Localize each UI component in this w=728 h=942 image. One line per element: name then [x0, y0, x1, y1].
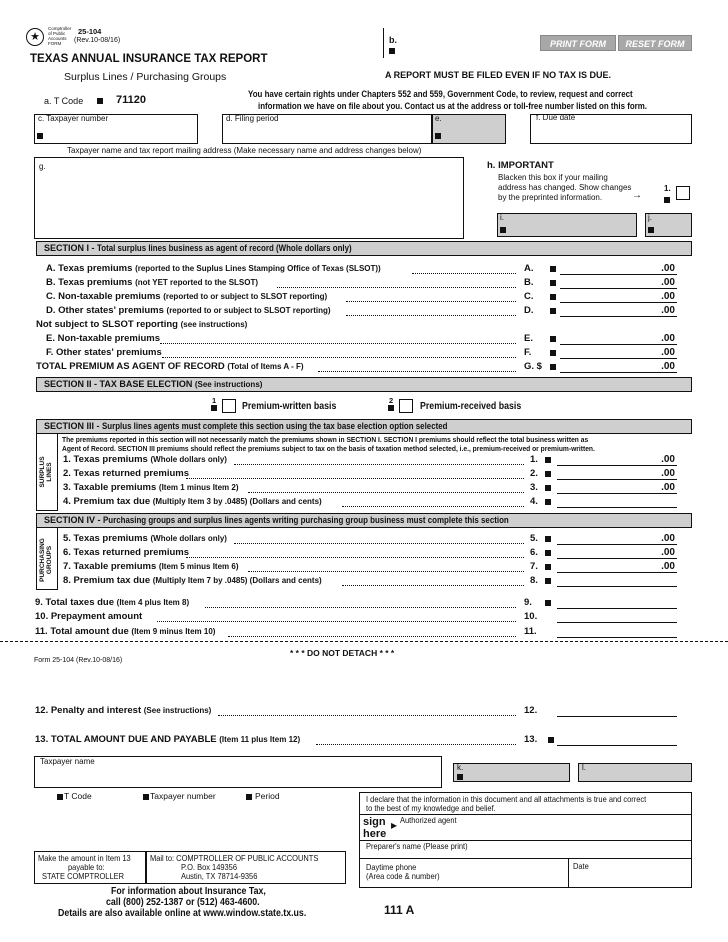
total-premium-label [36, 361, 304, 372]
rights-line-2: information we have on file about you. Contact us at the address or toll-free number listed on this form. [258, 101, 648, 111]
info-line-2: call (800) 252-1387 or (512) 463-4600. [106, 897, 260, 908]
j-field [645, 213, 692, 237]
total-due-payable-number: 13. [524, 734, 538, 745]
section-1-row-1-text: B. Texas premiums [46, 277, 133, 288]
opt1-marker [211, 405, 217, 411]
taxpayer-name-label: Taxpayer name [40, 757, 95, 766]
section-3-row-1-marker [545, 471, 551, 477]
section-3-header [36, 419, 692, 434]
taxpayer-name-field[interactable] [34, 756, 442, 788]
form-id: 111 A [384, 903, 415, 917]
authorized-agent-label: Authorized agent [400, 815, 457, 825]
section-3-row-3-note: (Multiply Item 3 by .0485) (Dollars and cents) [152, 497, 322, 506]
not-subject-heading [36, 319, 247, 330]
section-3-row-3-leader [342, 506, 524, 507]
section-1-row-1-leader [277, 287, 516, 288]
section-1-row-2-note: (reported to or subject to SLSOT reporting) [163, 292, 328, 301]
section-3-row-0-note: (Whole dollars only) [150, 455, 227, 464]
section-1-row-0-leader [412, 273, 516, 274]
info-line-1: For information about Insurance Tax, [111, 886, 266, 897]
section-1-row-0-letter: A. [524, 263, 534, 274]
purchasing-groups-side-label [39, 530, 55, 590]
section-3-title: SECTION III - [44, 421, 103, 431]
seal-text: Comptroller of Public Accounts FORM [48, 26, 72, 46]
section-1-title-rest: Total surplus lines business as agent of record (Whole dollars only) [97, 243, 352, 253]
here-label: here [363, 828, 387, 840]
e-field [432, 114, 506, 144]
reset-form-button[interactable]: RESET FORM [618, 35, 692, 51]
tcode-value: 71120 [116, 94, 146, 106]
taxpayer-number-bottom-marker [143, 794, 149, 800]
total-row-2-letter: 11. [524, 626, 537, 637]
section-3-row-2-text: 3. Taxable premiums [63, 482, 157, 493]
section-1-nonslsot-row-0-label [46, 333, 160, 344]
g-label: g. [39, 162, 46, 171]
info-line-3: Details are also available online at www.window.state.tx.us. [58, 908, 307, 919]
section-4-row-1-label [63, 547, 189, 558]
section-3-row-3-amount[interactable] [557, 496, 677, 508]
section-4-row-2-label [63, 561, 239, 572]
section-1-row-1-marker [550, 280, 556, 286]
arrow-icon: → [632, 190, 642, 201]
section-1-row-1-amount[interactable]: .00 [560, 277, 677, 289]
total-row-0-note: (Item 4 plus Item 8) [116, 598, 190, 607]
section-1-nonslsot-row-0-letter: E. [524, 333, 533, 344]
section-4-row-0-marker [545, 536, 551, 542]
surplus-text: SURPLUS [39, 456, 46, 488]
daytime-phone-label: Daytime phone [366, 862, 417, 872]
section-1-row-1-label [46, 277, 258, 288]
section-1-row-2-marker [550, 294, 556, 300]
section-4-header [36, 513, 692, 528]
section-3-title-rest: Surplus lines agents must complete this section using the tax base election option selected [102, 421, 448, 431]
make-amount-line-3: STATE COMPTROLLER [42, 871, 125, 881]
section-3-row-3-marker [545, 499, 551, 505]
form-code: 25-104 [78, 27, 102, 36]
total-due-payable-leader [316, 744, 516, 745]
section-4-row-0-leader [234, 543, 524, 544]
k-marker [457, 774, 463, 780]
box1-marker [664, 197, 670, 203]
mail-to-line: Mail to: COMPTROLLER OF PUBLIC ACCOUNTS [150, 853, 319, 863]
total-due-payable-amount[interactable] [557, 734, 677, 746]
section-4-row-3-label [63, 575, 322, 586]
penalty-note: (See instructions) [143, 706, 212, 715]
k-field [453, 763, 570, 782]
section-1-row-2-amount[interactable]: .00 [560, 291, 677, 303]
section-4-row-2-amount[interactable]: .00 [557, 561, 677, 573]
groups-text: GROUPS [46, 545, 53, 575]
mailing-caption: Taxpayer name and tax report mailing address (Make necessary name and address changes below) [67, 146, 422, 155]
section-1-nonslsot-row-1-leader [162, 357, 516, 358]
sign-label: sign [363, 816, 386, 828]
section-4-row-1-amount[interactable]: .00 [557, 547, 677, 559]
section-1-nonslsot-row-1-label [46, 347, 162, 358]
section-1-row-0-label [46, 263, 381, 274]
total-row-0-amount[interactable] [557, 597, 677, 609]
rights-line-1: You have certain rights under Chapters 552 and 559, Government Code, to review, request and correct [248, 89, 633, 99]
section-1-row-2-label [46, 291, 327, 302]
declaration-line-2: to the best of my knowledge and belief. [366, 803, 496, 813]
section-4-title-rest: Purchasing groups and surplus lines agents writing purchasing group business must complete this section [103, 515, 509, 525]
e-marker [435, 133, 441, 139]
important-text-3: by the preprinted information. [498, 193, 603, 202]
address-changed-checkbox[interactable] [676, 186, 690, 200]
section-2-header [36, 377, 692, 392]
total-row-2-amount[interactable] [557, 626, 677, 638]
total-row-1-text: 10. Prepayment amount [35, 611, 143, 622]
make-amount-line-1: Make the amount in Item 13 [38, 853, 131, 863]
section-3-row-0-letter: 1. [530, 454, 538, 465]
section-3-row-3-label [63, 496, 322, 507]
section-1-row-2-text: C. Non-taxable premiums [46, 291, 161, 302]
section-4-row-0-label [63, 533, 227, 544]
section-3-row-3-text: 4. Premium tax due [63, 496, 151, 507]
section-1-nonslsot-row-0-marker [550, 336, 556, 342]
total-row-1-amount[interactable] [557, 611, 677, 623]
total-row-1-letter: 10. [524, 611, 538, 622]
j-marker [648, 227, 654, 233]
section-4-row-2-leader [248, 571, 524, 572]
sign-line-bottom [359, 858, 692, 859]
lines-text: LINES [46, 462, 53, 482]
area-code-label: (Area code & number) [366, 871, 440, 881]
bottom-form-revision: Form 25-104 (Rev.10-08/16) [34, 657, 123, 664]
taxpayer-number-marker [37, 133, 43, 139]
premium-received-checkbox[interactable] [399, 399, 413, 413]
print-form-button[interactable]: PRINT FORM [540, 35, 616, 51]
comptroller-seal-icon: ★ [26, 28, 44, 46]
total-premium-text: TOTAL PREMIUM AS AGENT OF RECORD [36, 361, 225, 372]
penalty-leader [218, 715, 516, 716]
section-3-row-1-letter: 2. [530, 468, 538, 479]
section-4-row-2-note: (Item 5 minus Item 6) [158, 562, 239, 571]
penalty-amount[interactable] [557, 705, 677, 717]
b-label: b. [389, 35, 397, 45]
total-row-1-leader [157, 621, 516, 622]
penalty-number: 12. [524, 705, 538, 716]
section-1-row-3-amount[interactable]: .00 [560, 305, 677, 317]
section-1-row-2-letter: C. [524, 291, 534, 302]
section-4-row-1-letter: 6. [530, 547, 538, 558]
total-due-payable-note: (Item 11 plus Item 12) [219, 735, 301, 744]
total-row-0-text: 9. Total taxes due [35, 597, 115, 608]
section-3-row-3-letter: 4. [530, 496, 538, 507]
section-3-note-1: The premiums reported in this section will not necessarily match the premiums shown in SECTION I. SECTION I premiums should reflect the total business written as [62, 435, 589, 444]
section-3-row-2-marker [545, 485, 551, 491]
important-text-1: Blacken this box if your mailing [498, 173, 608, 182]
surplus-lines-side-label [39, 442, 55, 502]
page-subtitle: Surplus Lines / Purchasing Groups [64, 71, 227, 83]
section-3-row-0-amount[interactable]: .00 [557, 454, 677, 466]
section-1-nonslsot-row-1-letter: F. [524, 347, 532, 358]
detach-line [0, 641, 728, 642]
total-row-0-leader [205, 607, 516, 608]
total-row-2-note: (Item 9 minus Item 10) [131, 627, 216, 636]
section-4-row-1-text: 6. Texas returned premiums [63, 547, 190, 558]
i-marker [500, 227, 506, 233]
opt2-number: 2 [389, 396, 394, 405]
mailing-address-field[interactable] [34, 157, 464, 239]
taxpayer-number-bottom-label: Taxpayer number [150, 791, 216, 801]
section-3-row-2-letter: 3. [530, 482, 538, 493]
due-date-label: f. Due date [536, 113, 576, 122]
total-row-0-label [35, 597, 189, 608]
section-1-nonslsot-row-0-text: E. Non-taxable premiums [46, 333, 161, 344]
section-4-row-0-amount[interactable]: .00 [557, 533, 677, 545]
filed-notice: A REPORT MUST BE FILED EVEN IF NO TAX IS DUE. [385, 70, 612, 80]
k-label: k. [457, 763, 464, 772]
section-4-row-1-marker [545, 550, 551, 556]
section-4-row-3-leader [342, 585, 524, 586]
section-3-row-2-label [63, 482, 239, 493]
section-2-note: (See instructions) [194, 380, 263, 389]
i-field [497, 213, 637, 237]
total-due-payable-label [35, 734, 300, 745]
b-marker [389, 48, 395, 54]
not-subject-note: (see instructions) [180, 320, 248, 329]
section-3-row-2-amount[interactable]: .00 [557, 482, 677, 494]
section-1-row-0-marker [550, 266, 556, 272]
premium-written-label: Premium-written basis [242, 401, 337, 412]
do-not-detach: * * * DO NOT DETACH * * * [290, 648, 395, 658]
make-amount-line-2: payable to: [68, 862, 105, 872]
period-bottom-label: Period [255, 791, 280, 801]
total-due-payable-marker [548, 737, 554, 743]
section-4-row-0-text: 5. Texas premiums [63, 533, 148, 544]
purchasing-text: PURCHASING [39, 538, 46, 582]
section-3-row-0-label [63, 454, 227, 465]
i-label: i. [500, 213, 504, 222]
section-1-row-0-amount[interactable]: .00 [560, 263, 677, 275]
section-3-row-0-text: 1. Texas premiums [63, 454, 148, 465]
sign-arrow-icon: ▸ [391, 818, 398, 832]
section-1-nonslsot-row-0-amount[interactable]: .00 [560, 333, 677, 345]
declaration-line-1: I declare that the information in this document and all attachments is true and correct [366, 794, 647, 804]
section-4-row-0-note: (Whole dollars only) [150, 534, 227, 543]
city-line: Austin, TX 78714-9356 [181, 871, 258, 881]
important-text-2: address has changed. Show changes [498, 183, 632, 192]
premium-written-checkbox[interactable] [222, 399, 236, 413]
page-title: TEXAS ANNUAL INSURANCE TAX REPORT [30, 53, 268, 65]
tcode-bottom-label: T Code [64, 791, 92, 801]
section-2-title: SECTION II - TAX BASE ELECTION [44, 379, 193, 389]
filing-period-label: d. Filing period [226, 114, 279, 123]
section-4-row-3-text: 8. Premium tax due [63, 575, 151, 586]
section-3-row-0-marker [545, 457, 551, 463]
total-premium-note: (Total of Items A - F) [227, 362, 304, 371]
form-revision: (Rev.10-08/16) [74, 37, 121, 44]
premium-received-label: Premium-received basis [420, 401, 522, 412]
date-label: Date [573, 861, 589, 871]
total-row-0-marker [545, 600, 551, 606]
important-label: h. IMPORTANT [487, 160, 554, 171]
section-1-row-0-note: (reported to the Suplus Lines Stamping Office of Texas (SLSOT)) [135, 264, 381, 273]
section-4-row-3-marker [545, 578, 551, 584]
total-due-payable-text: 13. TOTAL AMOUNT DUE AND PAYABLE [35, 734, 217, 745]
not-subject-text: Not subject to SLSOT reporting [36, 319, 178, 330]
section-4-row-3-note: (Multiply Item 7 by .0485) (Dollars and cents) [152, 576, 322, 585]
section-3-row-0-leader [234, 464, 524, 465]
section-1-nonslsot-row-1-amount[interactable]: .00 [560, 347, 677, 359]
total-premium-leader [318, 371, 516, 372]
section-4-row-3-amount[interactable] [557, 575, 677, 587]
section-4-row-2-marker [545, 564, 551, 570]
section-1-nonslsot-row-0-leader [160, 343, 516, 344]
total-row-0-letter: 9. [524, 597, 532, 608]
section-1-row-3-letter: D. [524, 305, 534, 316]
section-3-row-1-text: 2. Texas returned premiums [63, 468, 190, 479]
section-1-row-3-note: (reported to or subject to SLSOT reporting) [166, 306, 331, 315]
j-label: j. [648, 213, 652, 222]
total-row-2-label [35, 626, 215, 637]
preparer-name-label: Preparer's name (Please print) [366, 841, 468, 851]
taxpayer-number-label: c. Taxpayer number [38, 114, 109, 123]
po-box-line: P.O. Box 149356 [181, 862, 238, 872]
opt2-marker [388, 405, 394, 411]
section-1-row-3-label [46, 305, 331, 316]
total-row-2-leader [228, 636, 516, 637]
section-1-header [36, 241, 692, 256]
section-4-row-1-leader [186, 557, 524, 558]
section-3-row-2-leader [248, 492, 524, 493]
l-label: l. [582, 763, 586, 772]
section-4-title: SECTION IV - [44, 515, 104, 525]
section-1-title: SECTION I - [44, 243, 98, 253]
section-3-row-1-label [63, 468, 189, 479]
section-4-row-3-letter: 8. [530, 575, 538, 586]
b-divider [383, 28, 384, 58]
section-3-row-1-leader [186, 478, 524, 479]
total-premium-letter: G. $ [524, 361, 542, 372]
section-1-row-1-letter: B. [524, 277, 534, 288]
section-3-note-2: Agent of Record. SECTION III premiums should reflect the premiums subject to tax on the basis of taxation method selected, i.e., premium-received or premium-written. [62, 444, 595, 453]
section-1-nonslsot-row-1-text: F. Other states' premiums [46, 347, 162, 358]
tcode-marker [97, 98, 103, 104]
total-row-1-label [35, 611, 142, 622]
section-1-row-3-leader [346, 315, 516, 316]
section-1-row-2-leader [346, 301, 516, 302]
box1-label: 1. [664, 184, 671, 193]
section-1-nonslsot-row-1-marker [550, 350, 556, 356]
total-premium-marker [550, 364, 556, 370]
section-1-row-1-note: (not YET reported to the SLSOT) [135, 278, 259, 287]
opt1-number: 1 [212, 396, 217, 405]
total-premium-amount[interactable]: .00 [560, 361, 677, 373]
section-3-row-1-amount[interactable]: .00 [557, 468, 677, 480]
tcode-bottom-marker [57, 794, 63, 800]
tcode-label: a. T Code [44, 96, 84, 106]
e-label: e. [435, 114, 442, 123]
l-field [578, 763, 692, 782]
section-4-row-2-letter: 7. [530, 561, 538, 572]
section-4-row-2-text: 7. Taxable premiums [63, 561, 157, 572]
penalty-text: 12. Penalty and interest [35, 705, 142, 716]
total-row-2-text: 11. Total amount due [35, 626, 129, 637]
penalty-label [35, 705, 211, 716]
section-1-row-3-text: D. Other states' premiums [46, 305, 164, 316]
date-divider [568, 858, 569, 888]
section-1-row-0-text: A. Texas premiums [46, 263, 133, 274]
section-1-row-3-marker [550, 308, 556, 314]
period-bottom-marker [246, 794, 252, 800]
section-4-row-0-letter: 5. [530, 533, 538, 544]
section-3-row-2-note: (Item 1 minus Item 2) [158, 483, 239, 492]
